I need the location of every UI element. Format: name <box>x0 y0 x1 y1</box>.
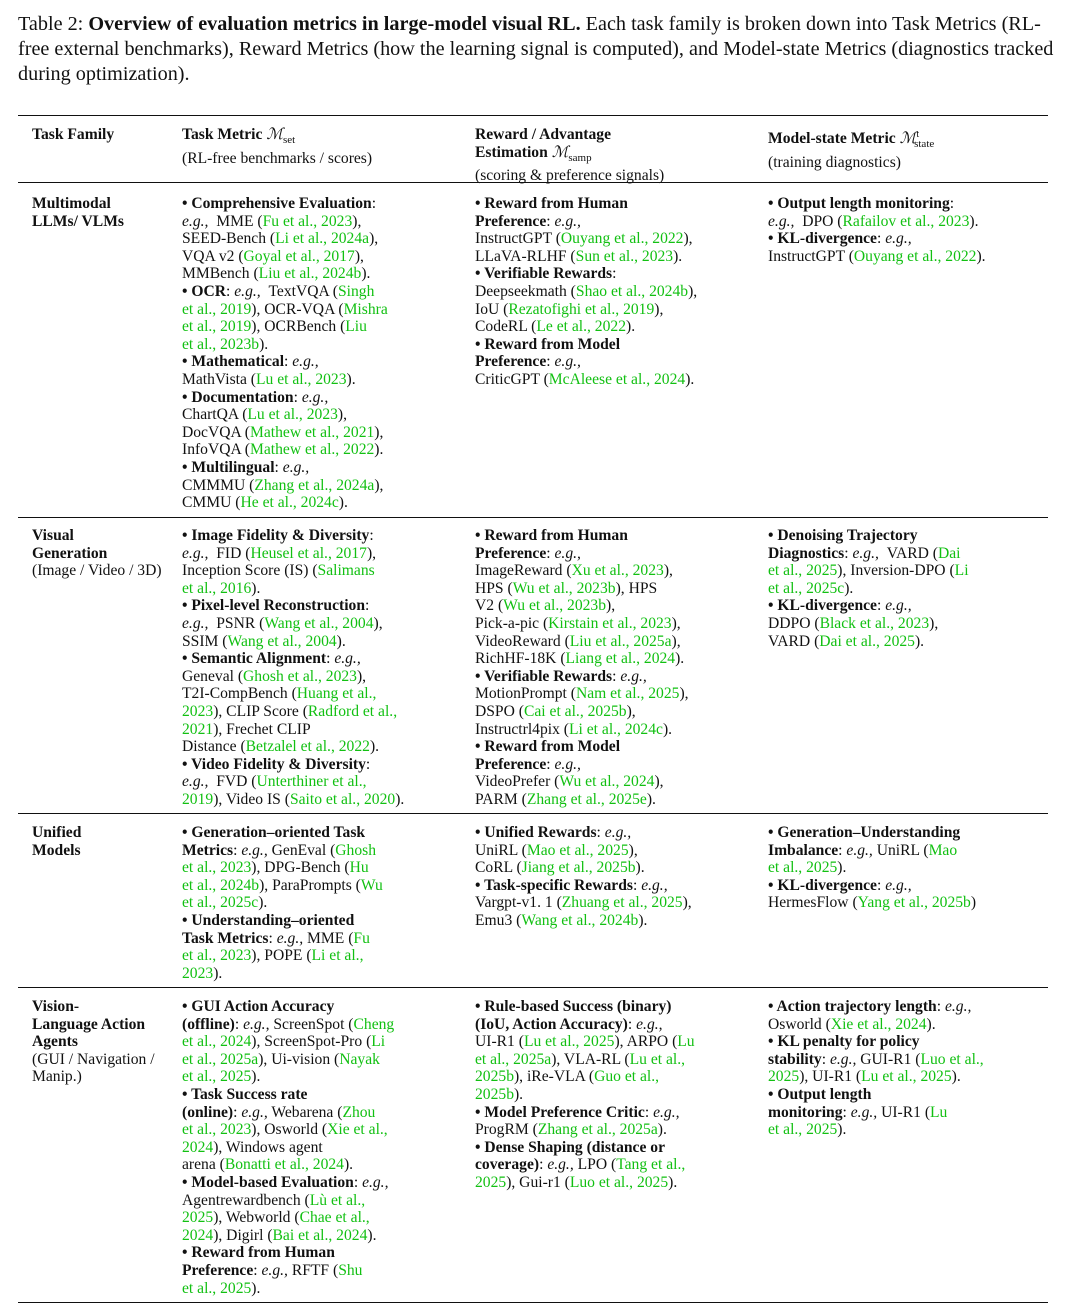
row-rule-3 <box>18 987 1048 988</box>
caption-title: Overview of evaluation metrics in large-model visual RL. <box>88 13 581 35</box>
caption-label: Table 2: <box>18 13 84 35</box>
row-rule-2 <box>18 813 1048 814</box>
row-multimodal-task-metrics: • Comprehensive Evaluation: e.g., MME (Fu et al., 2023), SEED-Bench (Li et al., 2024a), VQA v2 (Goyal et al., 2017), MMBench (Liu et al., 2024b). • OCR: e.g., TextVQA (Singh et al., 2019), OCR-VQA (Mishra et al., 2019), OCRBench (Liu et al., 2023b). • Mathematical: e.g., MathVista (Lu et al., 2023). • Documentation: e.g., ChartQA (Lu et al., 2023), DocVQA (Mathew et al., 2021), InfoVQA (Mathew et al., 2022). • Multilingual: e.g., CMMMU (Zhang et al., 2024a), CMMU (He et al., 2024c). <box>182 195 388 512</box>
row-multimodal-model-state: • Output length monitoring: e.g., DPO (Rafailov et al., 2023). • KL-divergence: e.g., InstructGPT (Ouyang et al., 2022). <box>768 195 986 265</box>
row-unified-reward: • Unified Rewards: e.g., UniRL (Mao et al., 2025), CoRL (Jiang et al., 2025b). • Task-specific Rewards: e.g., Vargpt-v1. 1 (Zhuang et al., 2025), Emu3 (Wang et al., 2024b). <box>475 824 692 929</box>
header-reward: Reward / Advantage Estimation ℳ$_{samp}$ (scoring & preference signals) <box>475 126 665 185</box>
row-visual-gen-reward: • Reward from Human Preference: e.g., ImageReward (Xu et al., 2023), HPS (Wu et al., 2023b), HPS V2 (Wu et al., 2023b), Pick-a-pic (Kirstain et al., 2023), VideoReward (Liu et al., 2025a), RichHF-18K (Liang et al., 2024). • Verifiable Rewards: e.g., MotionPrompt (Nam et al., 2025), DSPO (Cai et al., 2025b), Instructrl4pix (Li et al., 2024c). • Reward from Model Preference: e.g., VideoPrefer (Wu et al., 2024), PARM (Zhang et al., 2025e). <box>475 527 689 808</box>
header-task-family: Task Family <box>32 126 115 143</box>
row-agents-model-state: • Action trajectory length: e.g., Osworld (Xie et al., 2024). • KL penalty for policy stability: e.g., GUI-R1 (Luo et al., 2025), UI-R1 (Lu et al., 2025). • Output length monitoring: e.g., UI-R1 (Lu et al., 2025). <box>768 998 984 1139</box>
header-task-metric: Task Metric ℳ$_{set}$ (RL-free benchmarks / scores) <box>182 126 373 167</box>
row-unified-family: Unified Models <box>32 824 82 859</box>
table-caption <box>18 12 1058 87</box>
row-agents-family: Vision- Language Action Agents (GUI / Navigation / Manip.) <box>32 998 155 1086</box>
header-rule <box>18 182 1048 183</box>
row-visual-gen-task-metrics: • Image Fidelity & Diversity: e.g., FID (Heusel et al., 2017), Inception Score (IS) (Salimans et al., 2016). • Pixel-level Reconstruction: e.g., PSNR (Wang et al., 2004), SSIM (Wang et al., 2004). • Semantic Alignment: e.g., Geneval (Ghosh et al., 2023), T2I-CompBench (Huang et al., 2023), CLIP Score (Radford et al., 2021), Frechet CLIP Distance (Betzalel et al., 2022). • Video Fidelity & Diversity: e.g., FVD (Unterthiner et al., 2019), Video IS (Saito et al., 2020). <box>182 527 405 808</box>
row-agents-reward: • Rule-based Success (binary) (IoU, Action Accuracy): e.g., UI-R1 (Lu et al., 2025), ARPO (Lu et al., 2025a), VLA-RL (Lu et al., 2025b), iRe-VLA (Guo et al., 2025b). • Model Preference Critic: e.g., ProgRM (Zhang et al., 2025a). • Dense Shaping (distance or coverage): e.g., LPO (Tang et al., 2025), Gui-r1 (Luo et al., 2025). <box>475 998 695 1191</box>
row-visual-gen-family: Visual Generation (Image / Video / 3D) <box>32 527 162 580</box>
caption-text: Each task family is broken down into Task Metrics (RL-free external benchmarks), Reward Metrics (how the learning signal is computed), and Model-state Metrics (diagnostics tracked during optimization). <box>18 13 1054 85</box>
row-agents-task-metrics: • GUI Action Accuracy (offline): e.g., ScreenSpot (Cheng et al., 2024), ScreenSpot-Pro (Li et al., 2025a), Ui-vision (Nayak et al., 2025). • Task Success rate (online): e.g., Webarena (Zhou et al., 2023), Osworld (Xie et al., 2024), Windows agent arena (Bonatti et al., 2024). • Model-based Evaluation: e.g., Agentrewardbench (Lù et al., 2025), Webworld (Chae et al., 2024), Digirl (Bai et al., 2024). • Reward from Human Preference: e.g., RFTF (Shu et al., 2025). <box>182 998 395 1297</box>
row-unified-model-state: • Generation–Understanding Imbalance: e.g., UniRL (Mao et al., 2025). • KL-divergence: e.g., HermesFlow (Yang et al., 2025b) <box>768 824 977 912</box>
row-multimodal-family: Multimodal LLMs/ VLMs <box>32 195 124 230</box>
row-visual-gen-model-state: • Denoising Trajectory Diagnostics: e.g., VARD (Dai et al., 2025), Inversion-DPO (Li et al., 2025c). • KL-divergence: e.g., DDPO (Black et al., 2023), VARD (Dai et al., 2025). <box>768 527 969 650</box>
row-rule-1 <box>18 517 1048 518</box>
row-unified-task-metrics: • Generation–oriented Task Metrics: e.g., GenEval (Ghosh et al., 2023), DPG-Bench (Hu et al., 2024b), ParaPrompts (Wu et al., 2025c). • Understanding–oriented Task Metrics: e.g., MME (Fu et al., 2023), POPE (Li et al., 2023). <box>182 824 383 982</box>
row-multimodal-reward: • Reward from Human Preference: e.g., InstructGPT (Ouyang et al., 2022), LLaVA-RLHF (Sun et al., 2023). • Verifiable Rewards: Deepseekmath (Shao et al., 2024b), IoU (Rezatofighi et al., 2019), CodeRL (Le et al., 2022). • Reward from Model Preference: e.g., CriticGPT (McAleese et al., 2024). <box>475 195 698 388</box>
header-model-state: Model-state Metric ℳ$^t_{state}$ (training diagnostics) <box>768 129 935 171</box>
bottom-rule <box>18 1302 1048 1303</box>
top-rule <box>18 115 1048 116</box>
